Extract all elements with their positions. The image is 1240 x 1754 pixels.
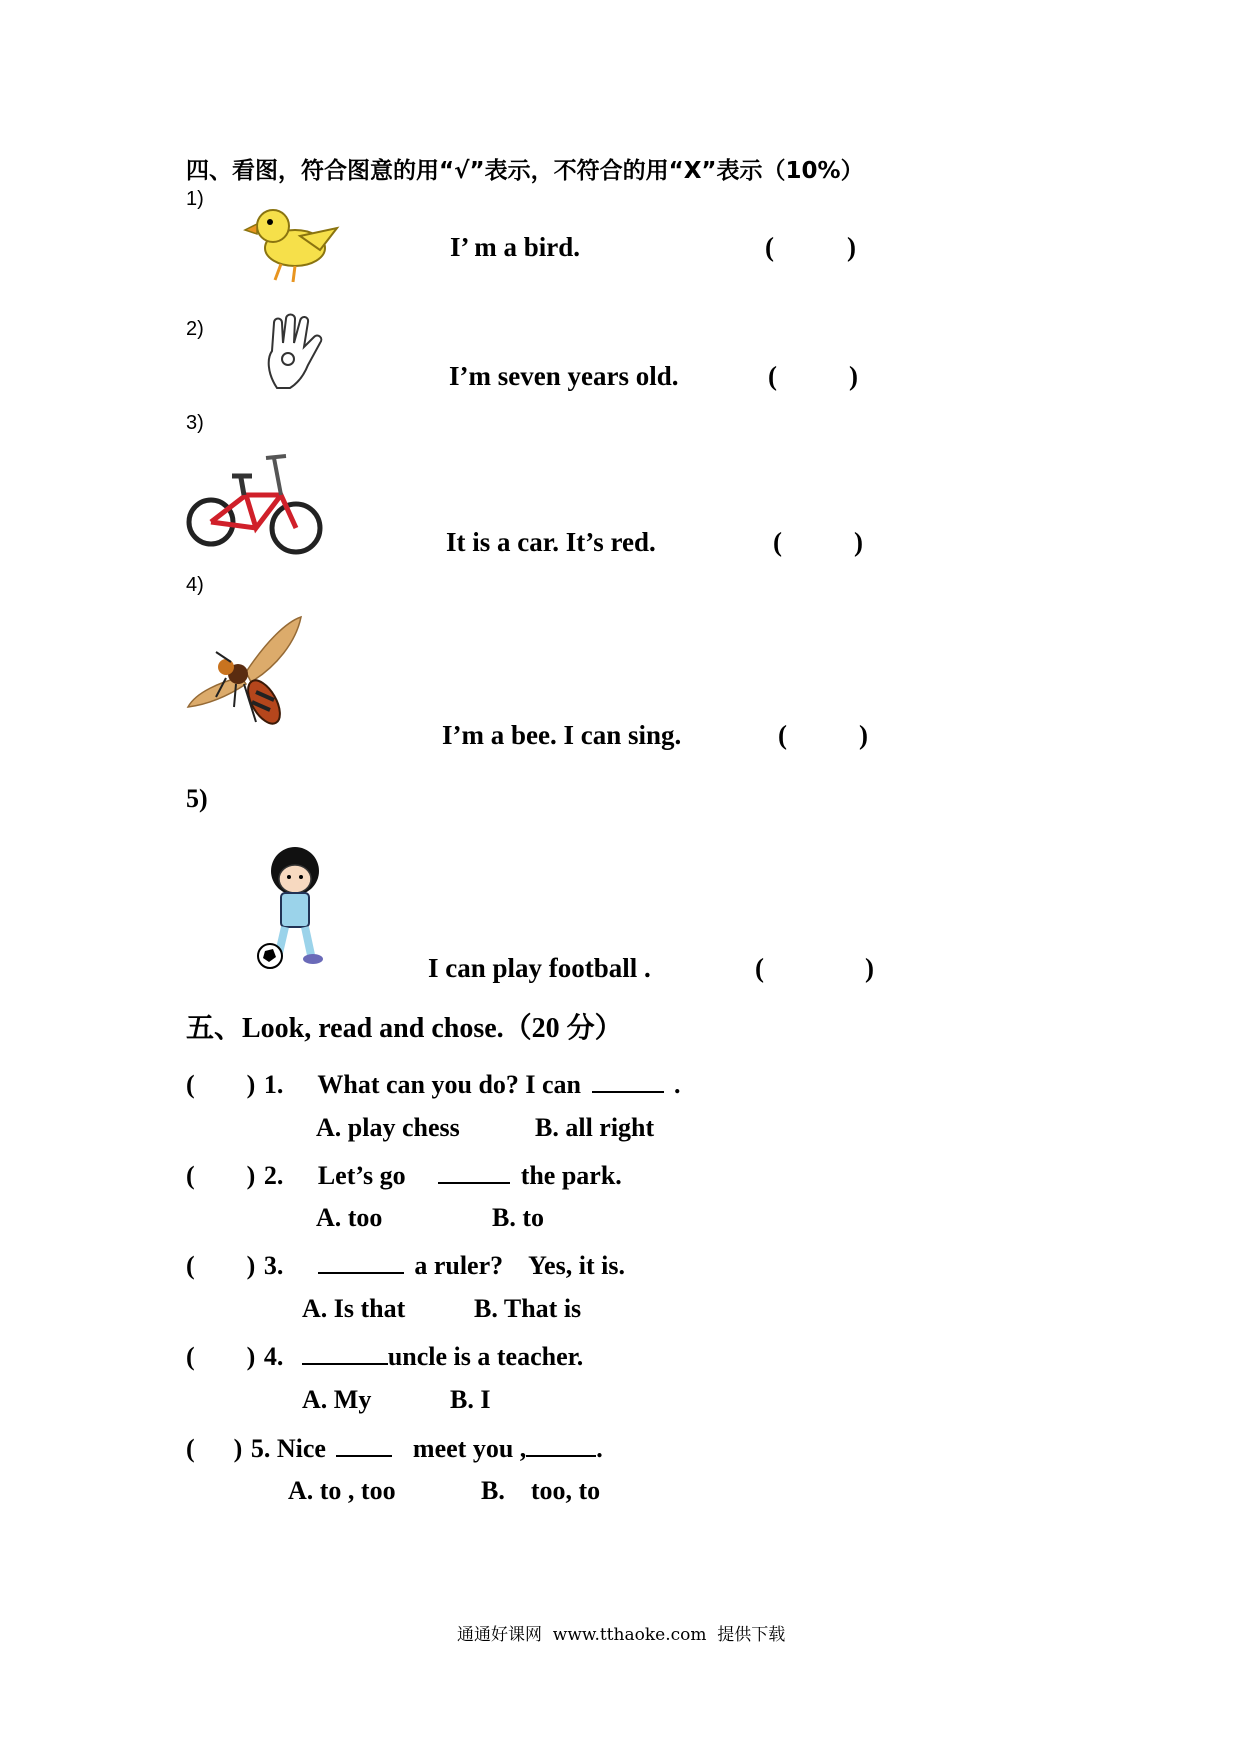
q2-text-before: Let’s go <box>317 1161 406 1190</box>
q1-row <box>186 1067 681 1100</box>
q4-option-a[interactable]: A. My <box>302 1385 372 1414</box>
item3-number: 3) <box>186 412 204 434</box>
q3-text-after: a ruler? Yes, it is. <box>414 1251 625 1280</box>
q2-text-after: the park. <box>520 1161 622 1190</box>
item2-sentence: I’m seven years old. <box>449 361 679 391</box>
hand-icon <box>262 313 332 391</box>
item5-paren-close: ) <box>865 953 874 983</box>
footer-text: 通通好课网 www.tthaoke.com 提供下载 <box>457 1625 786 1645</box>
section4-title: 四、看图，符合图意的用“√”表示，不符合的用“X”表示（10%） <box>186 158 864 184</box>
q5-row <box>186 1431 603 1464</box>
q5-option-a[interactable]: A. to , too <box>288 1476 396 1505</box>
q5-number: 5. <box>250 1434 271 1463</box>
item2-paren-close: ) <box>849 361 858 391</box>
item5-paren-open[interactable]: ( <box>755 953 764 983</box>
item3-paren-open[interactable]: ( <box>773 527 782 557</box>
item5-sentence: I can play football . <box>428 953 651 983</box>
item1-sentence: I’ m a bird. <box>450 232 581 262</box>
q3-option-a[interactable]: A. Is that <box>302 1294 406 1323</box>
q5-answer-paren[interactable]: ( ) <box>186 1434 243 1463</box>
q3-answer-paren[interactable]: ( ) <box>186 1251 256 1280</box>
bird-icon <box>245 198 340 283</box>
item1-paren-open[interactable]: ( <box>765 232 774 262</box>
q5-blank-1 <box>336 1431 392 1457</box>
item1-paren-close: ) <box>847 232 856 262</box>
q2-option-b[interactable]: B. to <box>492 1203 544 1232</box>
q1-text-before: What can you do? I can <box>317 1070 582 1099</box>
q5-option-b[interactable]: B. too, to <box>481 1476 601 1505</box>
item2-number: 2) <box>186 318 204 340</box>
q4-option-b[interactable]: B. I <box>450 1385 491 1414</box>
q1-number: 1. <box>263 1070 284 1099</box>
q2-row <box>186 1158 622 1191</box>
item5-number: 5) <box>186 784 208 813</box>
q3-option-b[interactable]: B. That is <box>474 1294 582 1323</box>
item4-paren-close: ) <box>859 720 868 750</box>
bee-icon <box>186 612 316 742</box>
bicycle-icon <box>186 450 326 555</box>
item4-sentence: I’m a bee. I can sing. <box>442 720 682 750</box>
q5-text-after: . <box>596 1434 603 1463</box>
q4-answer-paren[interactable]: ( ) <box>186 1342 256 1371</box>
q3-row <box>186 1248 625 1281</box>
item4-number: 4) <box>186 574 204 596</box>
q2-option-a[interactable]: A. too <box>316 1203 383 1232</box>
item1-number: 1) <box>186 188 204 210</box>
q3-blank <box>318 1248 404 1274</box>
q3-number: 3. <box>263 1251 284 1280</box>
item3-paren-close: ) <box>854 527 863 557</box>
q2-number: 2. <box>263 1161 284 1190</box>
q4-row <box>186 1339 583 1372</box>
q5-blank-2 <box>526 1431 596 1457</box>
q5-text-before: Nice <box>276 1434 326 1463</box>
item3-sentence: It is a car. It’s red. <box>446 527 656 557</box>
q5-text-mid: meet you , <box>412 1434 527 1463</box>
q1-blank <box>592 1067 664 1093</box>
q4-number: 4. <box>263 1342 284 1371</box>
item2-paren-open[interactable]: ( <box>768 361 777 391</box>
q1-option-a[interactable]: A. play chess <box>316 1113 460 1142</box>
boy-football-icon <box>255 843 335 973</box>
section5-title: 五、Look, read and chose.（20 分） <box>186 1013 623 1044</box>
q1-text-after: . <box>674 1070 681 1099</box>
q4-text-after: uncle is a teacher. <box>387 1342 584 1371</box>
q1-option-b[interactable]: B. all right <box>535 1113 655 1142</box>
item4-paren-open[interactable]: ( <box>778 720 787 750</box>
q2-blank <box>438 1158 510 1184</box>
q4-blank <box>302 1339 388 1365</box>
q2-answer-paren[interactable]: ( ) <box>186 1161 256 1190</box>
q1-answer-paren[interactable]: ( ) <box>186 1070 256 1099</box>
